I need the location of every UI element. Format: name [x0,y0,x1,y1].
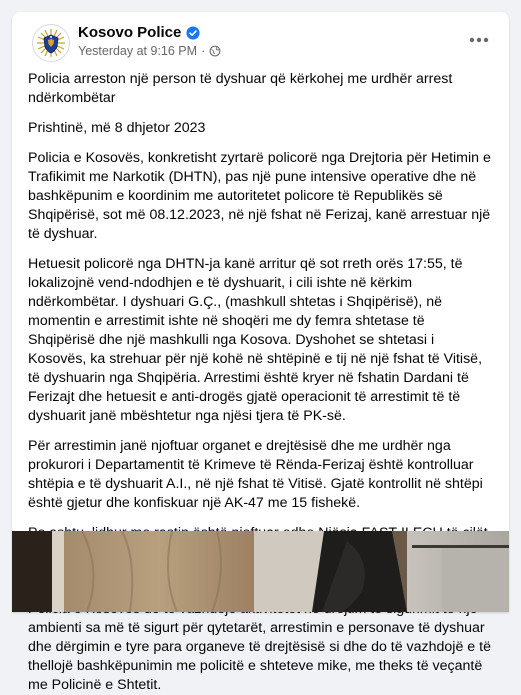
post-photo[interactable] [12,531,509,612]
post-paragraph: Hetuesit policorë nga DHTN-ja kanë arritur që sot rreth orës 17:55, të lokalizojnë vend-ndodhjen e të dyshuarit, i cili ishte në kërkim ndërkombëtar. I dyshuari G.Ç., (mashkull shtetas i Shqipërisë), në momentin e arrestimit ishte në shoqëri me dy femra shtetase të Shqipërisë dhe një mashkulli nga Kosova. Dyshohet se shtetasi i Kosovës, ka strehuar për një kohë në shtëpinë e tij në një fshat të Vitisë, të dyshuarin nga Shqipëria. Arrestimi është kryer në fshatin Dardani të Ferizajt dhe hetuesit e anti-drogës gjatë operacionit të arrestimit të të dyshuarit janë mbështetur nga njësi tjera të PK-së. [28,256,483,424]
post-paragraph: Policia e Kosovës, konkretisht zyrtarë policorë nga Drejtoria për Hetimin e Trafikimit me Narkotik (DHTN), pas një pune intensive operative dhe në bashkëpunim e koordinim me autoritetet policore të Republikës së Shqipërisë, sot më 08.12.2023, në një fshat në Ferizaj, kanë arrestuar një të dyshuar. [28,150,491,242]
avatar[interactable] [32,24,70,62]
author-name[interactable]: Kosovo Police [78,24,182,41]
post-photo-image [12,531,509,612]
post-paragraph: ambienti sa më të sigurt për qytetarët, arrestimin e personave të dyshuar dhe dërgimin e tyre para organeve të drejtësisë si dhe do të vazhdojë e të thellojë bashkëpunimin me policitë e shteteve mike, me theks të veçantë me Policinë e Shtetit. [28,620,491,693]
post-dateline: Prishtinë, më 8 dhjetor 2023 [28,120,206,136]
post-timestamp[interactable]: Yesterday at 9:16 PM [78,44,198,58]
more-options-button[interactable] [463,26,495,54]
post-card [12,12,509,693]
globe-icon[interactable] [209,45,221,57]
post-headline: Policia arreston një person të dyshuar që kërkohej me urdhër arrest ndërkombëtar [28,71,453,106]
verified-badge-icon [186,26,200,40]
post-paragraph: Për arrestimin janë njoftuar organet e drejtësisë dhe me urdhër nga prokurori i Departamentit të Krimeve të Rënda-Ferizaj është kontrolluar shtëpia e të dyshuarit A.I., në një fshat të Vitisë. Gjatë kontrollit në shtëpi është gjetur dhe konfiskuar një AK-47 me 15 fishekë. [28,438,483,511]
more-horizontal-icon [469,37,489,43]
meta-separator: · [201,44,206,58]
kosovo-police-logo-icon [33,25,69,61]
post-meta [78,44,221,58]
post-header [26,22,495,62]
author-row [78,24,200,41]
